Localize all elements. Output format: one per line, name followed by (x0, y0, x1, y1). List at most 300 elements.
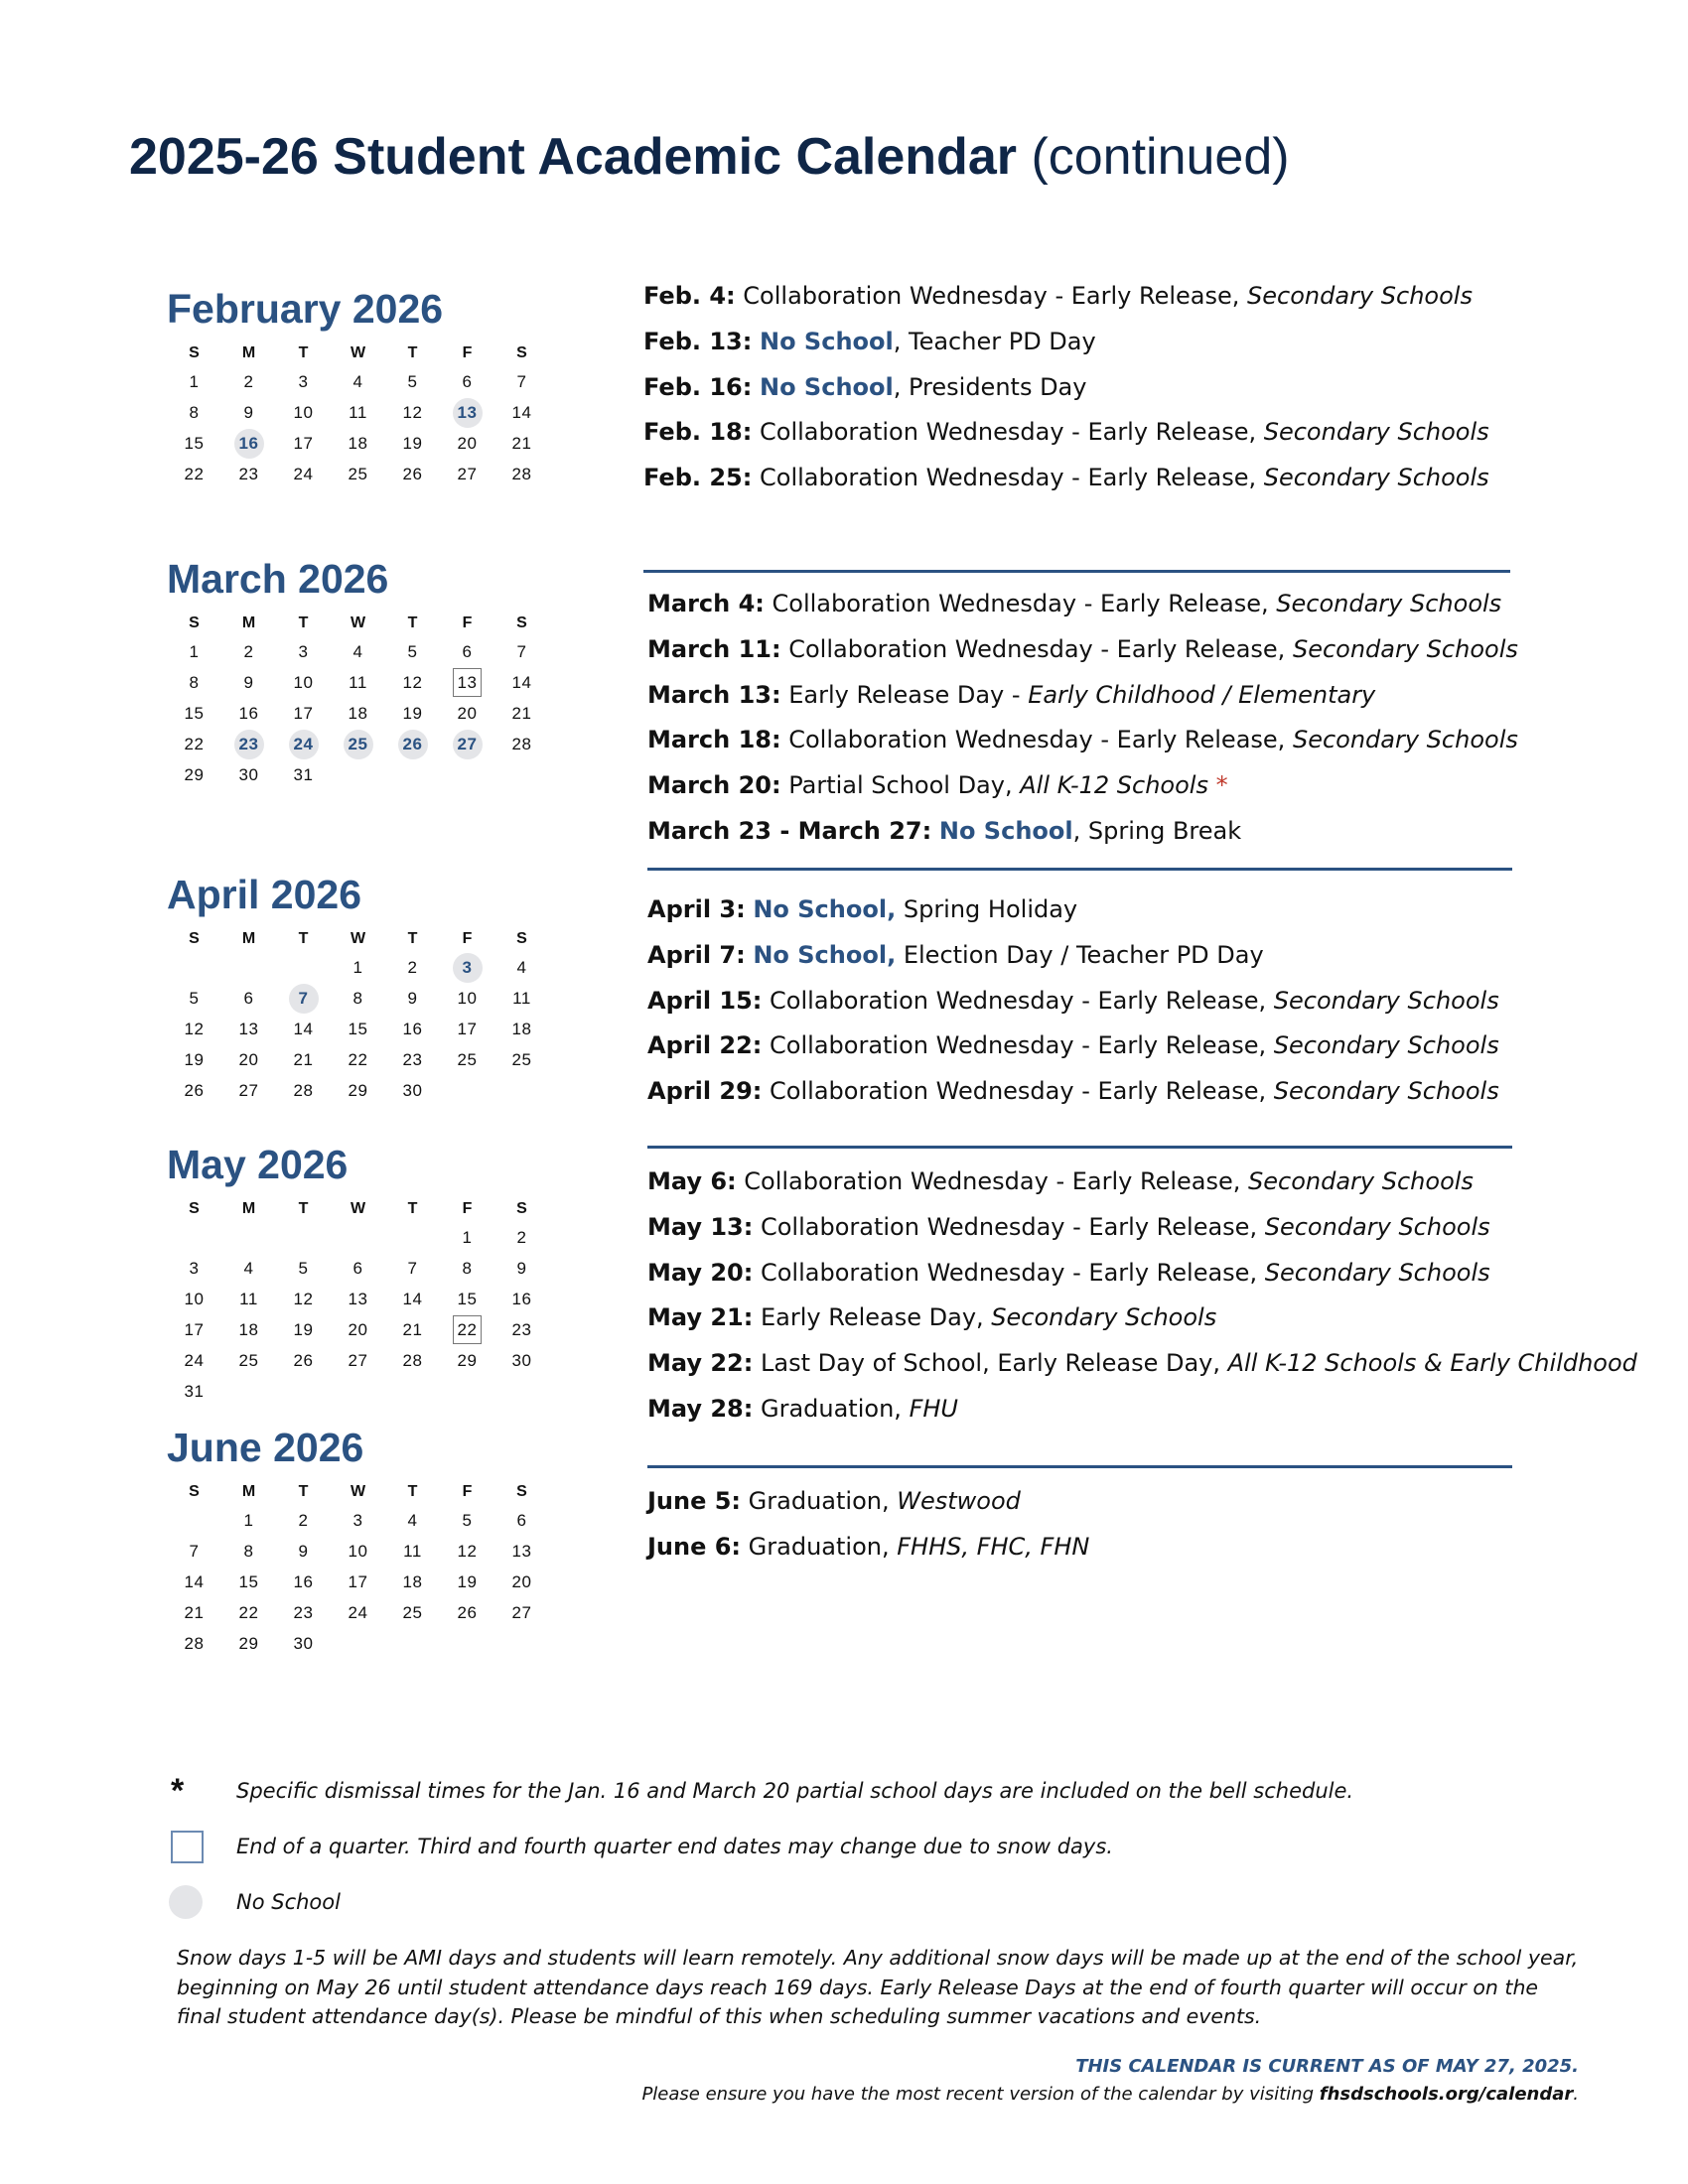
month-grid (167, 341, 549, 489)
day-number: 7 (407, 1258, 418, 1278)
day-cell (331, 459, 385, 489)
day-number: 10 (293, 672, 314, 692)
event-date: Feb. 16: (643, 372, 753, 401)
day-number: 14 (293, 1019, 314, 1038)
day-cell (494, 636, 549, 667)
event-description: Early Release Day - (788, 680, 1021, 709)
week-row (167, 1075, 549, 1106)
day-number: 26 (402, 464, 423, 483)
day-number: 7 (189, 1541, 200, 1561)
day-cell (440, 1567, 494, 1597)
day-cell (494, 1044, 549, 1075)
day-cell (494, 1222, 549, 1253)
legend-quarter-end (171, 1829, 1113, 1864)
day-cell (167, 1253, 221, 1284)
day-number: 29 (184, 764, 205, 784)
day-number: 4 (407, 1510, 418, 1530)
day-number: 10 (293, 402, 314, 422)
month-calendar (167, 1427, 549, 1659)
legend-quarter-end-text: End of a quarter. Third and fourth quarter end dates may change due to snow days. (236, 1835, 1113, 1858)
day-cell (440, 1314, 494, 1345)
day-cell (494, 397, 549, 428)
day-number: 29 (348, 1080, 368, 1100)
event-school-group: All K-12 Schools (1020, 771, 1208, 800)
event-date: April 3: (647, 895, 746, 923)
day-number-no-school: 3 (453, 953, 483, 983)
no-school-label: No School, (753, 940, 897, 969)
day-number: 14 (511, 402, 532, 422)
day-number: 20 (457, 703, 478, 723)
weekday-label: T (298, 1483, 309, 1501)
weekday-label: M (241, 1200, 256, 1218)
event-item (647, 1341, 1637, 1387)
day-number: 9 (516, 1258, 527, 1278)
day-cell (331, 729, 385, 759)
event-item (647, 1251, 1637, 1297)
day-cell (494, 1597, 549, 1628)
month-calendar (167, 288, 549, 489)
day-cell (167, 1284, 221, 1314)
legend-partial-day-text: Specific dismissal times for the Jan. 16 and March 20 partial school days are included on the bell schedule. (236, 1779, 1354, 1803)
day-cell (385, 1222, 440, 1253)
day-cell (331, 1222, 385, 1253)
day-cell (221, 1505, 276, 1536)
day-number: 20 (348, 1319, 368, 1339)
day-cell (167, 636, 221, 667)
day-number: 17 (184, 1319, 205, 1339)
day-cell (385, 1597, 440, 1628)
event-description: , Presidents Day (893, 372, 1087, 401)
event-description: Graduation, (748, 1487, 890, 1515)
day-number: 10 (348, 1541, 368, 1561)
day-cell (276, 1628, 331, 1659)
event-item (647, 809, 1518, 855)
weekday-label: M (241, 614, 256, 632)
day-number: 27 (238, 1080, 259, 1100)
day-number: 15 (348, 1019, 368, 1038)
event-description: Collaboration Wednesday - Early Release, (770, 986, 1267, 1015)
day-cell (440, 1014, 494, 1044)
day-number: 12 (402, 672, 423, 692)
day-number: 6 (462, 371, 473, 391)
weekday-label: F (462, 1483, 473, 1501)
week-row (167, 983, 549, 1014)
day-cell (167, 397, 221, 428)
month-grid (167, 611, 549, 790)
week-row (167, 667, 549, 698)
weekday-header-row (167, 926, 549, 952)
day-cell (440, 667, 494, 698)
week-row (167, 636, 549, 667)
day-number: 18 (348, 703, 368, 723)
day-number: 28 (402, 1350, 423, 1370)
event-date: Feb. 25: (643, 464, 753, 492)
day-cell (221, 1314, 276, 1345)
day-number: 8 (189, 402, 200, 422)
day-cell (440, 952, 494, 983)
day-cell (221, 459, 276, 489)
day-number: 9 (298, 1541, 309, 1561)
day-cell (167, 698, 221, 729)
day-cell (221, 729, 276, 759)
day-number: 1 (189, 641, 200, 661)
day-cell (494, 698, 549, 729)
day-cell (276, 636, 331, 667)
week-row (167, 1376, 549, 1407)
day-cell (440, 983, 494, 1014)
weekday-label: M (241, 344, 256, 362)
day-cell (331, 667, 385, 698)
day-number: 19 (293, 1319, 314, 1339)
day-number: 24 (293, 464, 314, 483)
day-cell (167, 428, 221, 459)
week-row (167, 366, 549, 397)
day-cell (494, 667, 549, 698)
day-cell (385, 952, 440, 983)
week-row (167, 428, 549, 459)
day-cell (385, 366, 440, 397)
event-description: Graduation, (760, 1394, 902, 1423)
month-grid (167, 926, 549, 1106)
day-cell (331, 428, 385, 459)
day-cell (494, 952, 549, 983)
week-row (167, 1044, 549, 1075)
event-description: Collaboration Wednesday - Early Release, (772, 590, 1269, 617)
event-item (643, 365, 1489, 411)
weekday-label: F (462, 930, 473, 948)
day-cell (221, 983, 276, 1014)
day-cell (494, 459, 549, 489)
event-school-group: Secondary Schools (1263, 418, 1489, 447)
event-description: Spring Holiday (903, 895, 1078, 923)
day-number: 15 (184, 433, 205, 453)
event-school-group: Secondary Schools (1273, 1077, 1499, 1106)
day-number: 18 (402, 1571, 423, 1591)
day-cell (331, 983, 385, 1014)
week-row (167, 397, 549, 428)
day-cell (385, 1253, 440, 1284)
day-cell (167, 1628, 221, 1659)
weekday-label: T (407, 1200, 418, 1218)
day-number: 4 (352, 641, 363, 661)
day-cell (440, 1536, 494, 1567)
day-cell (167, 1505, 221, 1536)
weekday-header-row (167, 341, 549, 366)
day-number: 15 (184, 703, 205, 723)
week-row (167, 459, 549, 489)
weekday-label: W (350, 1200, 366, 1218)
day-cell (385, 759, 440, 790)
event-item (643, 320, 1489, 365)
update-note-suffix: . (1573, 2084, 1579, 2105)
day-cell (331, 636, 385, 667)
event-description: Collaboration Wednesday - Early Release, (760, 1258, 1258, 1287)
day-cell (331, 397, 385, 428)
day-number: 24 (348, 1602, 368, 1622)
day-cell (167, 1314, 221, 1345)
weekday-header-row (167, 1196, 549, 1222)
day-cell (167, 1345, 221, 1376)
event-item (643, 456, 1489, 501)
section-divider (643, 570, 1510, 573)
event-group (643, 274, 1489, 501)
day-number: 12 (184, 1019, 205, 1038)
day-number: 13 (238, 1019, 259, 1038)
weekday-label: S (516, 930, 527, 948)
day-number: 25 (238, 1350, 259, 1370)
section-divider (647, 1146, 1512, 1149)
weekday-label: W (350, 1483, 366, 1501)
day-cell (276, 1222, 331, 1253)
day-number: 11 (239, 1289, 258, 1308)
event-date: June 5: (647, 1487, 742, 1515)
day-cell (276, 1376, 331, 1407)
day-number: 27 (511, 1602, 532, 1622)
day-number: 19 (457, 1571, 478, 1591)
day-cell (276, 1345, 331, 1376)
day-number: 1 (352, 957, 363, 977)
event-school-group: FHHS, FHC, FHN (897, 1532, 1090, 1561)
event-date: March 13: (647, 680, 781, 709)
day-number-no-school: 7 (289, 984, 319, 1014)
day-cell (221, 1014, 276, 1044)
day-cell (167, 1376, 221, 1407)
day-cell (167, 729, 221, 759)
day-number-no-school: 16 (234, 429, 264, 459)
event-school-group: Secondary Schools (1263, 464, 1489, 492)
day-cell (385, 983, 440, 1014)
day-cell (221, 952, 276, 983)
section-divider (647, 1465, 1512, 1468)
event-date: April 7: (647, 940, 746, 969)
day-cell (221, 1597, 276, 1628)
day-number: 17 (293, 433, 314, 453)
day-number: 11 (349, 402, 367, 422)
day-cell (276, 1567, 331, 1597)
day-cell (276, 459, 331, 489)
day-number: 18 (238, 1319, 259, 1339)
day-cell (221, 1075, 276, 1106)
day-cell (440, 1597, 494, 1628)
day-cell (385, 1376, 440, 1407)
event-item (647, 1525, 1089, 1570)
month-grid (167, 1479, 549, 1659)
event-date: April 29: (647, 1077, 763, 1106)
event-description: Graduation, (748, 1532, 890, 1561)
day-cell (276, 366, 331, 397)
day-cell (440, 366, 494, 397)
event-date: Feb. 13: (643, 327, 753, 355)
month-title: February 2026 (167, 286, 444, 332)
day-number: 13 (511, 1541, 532, 1561)
day-cell (167, 1222, 221, 1253)
day-cell (385, 1014, 440, 1044)
weekday-label: F (462, 344, 473, 362)
day-number-no-school: 23 (234, 730, 264, 759)
day-cell (167, 1075, 221, 1106)
weekday-label: T (298, 930, 309, 948)
day-cell (276, 1505, 331, 1536)
day-cell (167, 1044, 221, 1075)
day-cell (221, 1567, 276, 1597)
day-cell (221, 1628, 276, 1659)
day-cell (440, 1253, 494, 1284)
event-date: March 18: (647, 726, 781, 754)
day-number: 17 (293, 703, 314, 723)
day-cell (385, 1505, 440, 1536)
day-number-no-school: 24 (289, 730, 319, 759)
day-number-no-school: 13 (453, 398, 483, 428)
event-item (643, 410, 1489, 456)
day-number: 28 (511, 734, 532, 753)
day-number: 4 (516, 957, 527, 977)
day-cell (167, 983, 221, 1014)
day-number: 31 (293, 764, 314, 784)
day-number: 21 (184, 1602, 205, 1622)
event-school-group: Secondary Schools (1292, 634, 1518, 663)
event-item (647, 1069, 1499, 1115)
day-cell (331, 1075, 385, 1106)
event-school-group: Secondary Schools (1247, 282, 1473, 310)
day-number-quarter-end: 13 (453, 668, 482, 697)
day-cell (167, 459, 221, 489)
day-cell (440, 1284, 494, 1314)
weekday-label: F (462, 614, 473, 632)
day-cell (385, 1536, 440, 1567)
event-date: April 15: (647, 986, 763, 1015)
day-number: 11 (349, 672, 367, 692)
weekday-label: S (189, 1483, 200, 1501)
day-number: 19 (402, 703, 423, 723)
day-number: 5 (407, 371, 418, 391)
day-cell (276, 1044, 331, 1075)
day-number: 6 (462, 641, 473, 661)
day-cell (494, 366, 549, 397)
month-grid (167, 1196, 549, 1407)
day-number: 21 (293, 1049, 314, 1069)
day-cell (385, 667, 440, 698)
day-number: 16 (402, 1019, 423, 1038)
day-number: 21 (511, 433, 532, 453)
month-title: May 2026 (167, 1142, 349, 1187)
event-date: May 21: (647, 1303, 754, 1332)
event-school-group: Secondary Schools (1248, 1167, 1474, 1195)
day-number: 16 (293, 1571, 314, 1591)
event-school-group: Secondary Schools (1292, 726, 1518, 754)
update-note-text: Please ensure you have the most recent version of the calendar by visiting (641, 2084, 1315, 2105)
day-cell (331, 1044, 385, 1075)
day-number: 20 (511, 1571, 532, 1591)
day-number: 4 (352, 371, 363, 391)
month-calendar (167, 874, 549, 1106)
day-number: 19 (402, 433, 423, 453)
filled-circle-icon (169, 1885, 203, 1919)
asterisk-icon: * (171, 1772, 185, 1810)
day-cell (331, 1345, 385, 1376)
day-cell (221, 1284, 276, 1314)
week-row (167, 698, 549, 729)
day-cell (440, 1628, 494, 1659)
day-cell (221, 698, 276, 729)
day-number: 7 (516, 641, 527, 661)
day-number: 28 (511, 464, 532, 483)
event-school-group: Secondary Schools (1264, 1212, 1490, 1241)
day-cell (494, 1253, 549, 1284)
day-cell (167, 952, 221, 983)
day-cell (440, 428, 494, 459)
page-title-main: 2025-26 Student Academic Calendar (129, 128, 1017, 186)
week-row (167, 759, 549, 790)
event-date: May 6: (647, 1167, 737, 1195)
day-number: 27 (348, 1350, 368, 1370)
day-cell (276, 1597, 331, 1628)
day-cell (494, 1567, 549, 1597)
day-number: 2 (243, 641, 254, 661)
event-date: March 23 - March 27: (647, 816, 932, 845)
day-number: 6 (352, 1258, 363, 1278)
event-school-group: Early Childhood / Elementary (1028, 680, 1376, 709)
day-cell (221, 1222, 276, 1253)
day-number: 26 (293, 1350, 314, 1370)
day-number: 30 (511, 1350, 532, 1370)
week-row (167, 1536, 549, 1567)
section-divider (647, 868, 1512, 871)
day-cell (440, 1376, 494, 1407)
month-title: June 2026 (167, 1425, 364, 1470)
day-cell (276, 1253, 331, 1284)
day-number: 30 (238, 764, 259, 784)
event-school-group: Secondary Schools (1276, 590, 1502, 617)
day-cell (276, 667, 331, 698)
day-number: 16 (511, 1289, 532, 1308)
day-cell (331, 698, 385, 729)
event-item (647, 763, 1518, 809)
day-number: 29 (238, 1633, 259, 1653)
day-cell (167, 759, 221, 790)
day-number: 12 (457, 1541, 478, 1561)
day-cell (221, 1536, 276, 1567)
day-cell (221, 1345, 276, 1376)
week-row (167, 1314, 549, 1345)
week-row (167, 1253, 549, 1284)
day-number: 15 (238, 1571, 259, 1591)
day-number: 14 (184, 1571, 205, 1591)
calendar-url-link[interactable]: fhsdschools.org/calendar (1319, 2084, 1574, 2105)
day-number: 17 (457, 1019, 478, 1038)
day-number-quarter-end: 22 (453, 1315, 482, 1344)
weekday-label: S (516, 344, 527, 362)
event-item (647, 887, 1499, 933)
day-cell (331, 1505, 385, 1536)
month-calendar (167, 1144, 549, 1407)
event-date: May 13: (647, 1212, 754, 1241)
month-title: April 2026 (167, 872, 361, 917)
day-cell (385, 1628, 440, 1659)
day-number: 25 (348, 464, 368, 483)
weekday-label: S (189, 1200, 200, 1218)
page-title (129, 127, 1290, 187)
day-number: 9 (243, 402, 254, 422)
day-number: 13 (348, 1289, 368, 1308)
day-cell (385, 1314, 440, 1345)
day-cell (385, 1284, 440, 1314)
event-date: March 11: (647, 634, 781, 663)
day-number: 12 (402, 402, 423, 422)
day-number: 22 (348, 1049, 368, 1069)
day-number: 3 (298, 371, 309, 391)
event-item (647, 627, 1518, 673)
day-cell (221, 428, 276, 459)
